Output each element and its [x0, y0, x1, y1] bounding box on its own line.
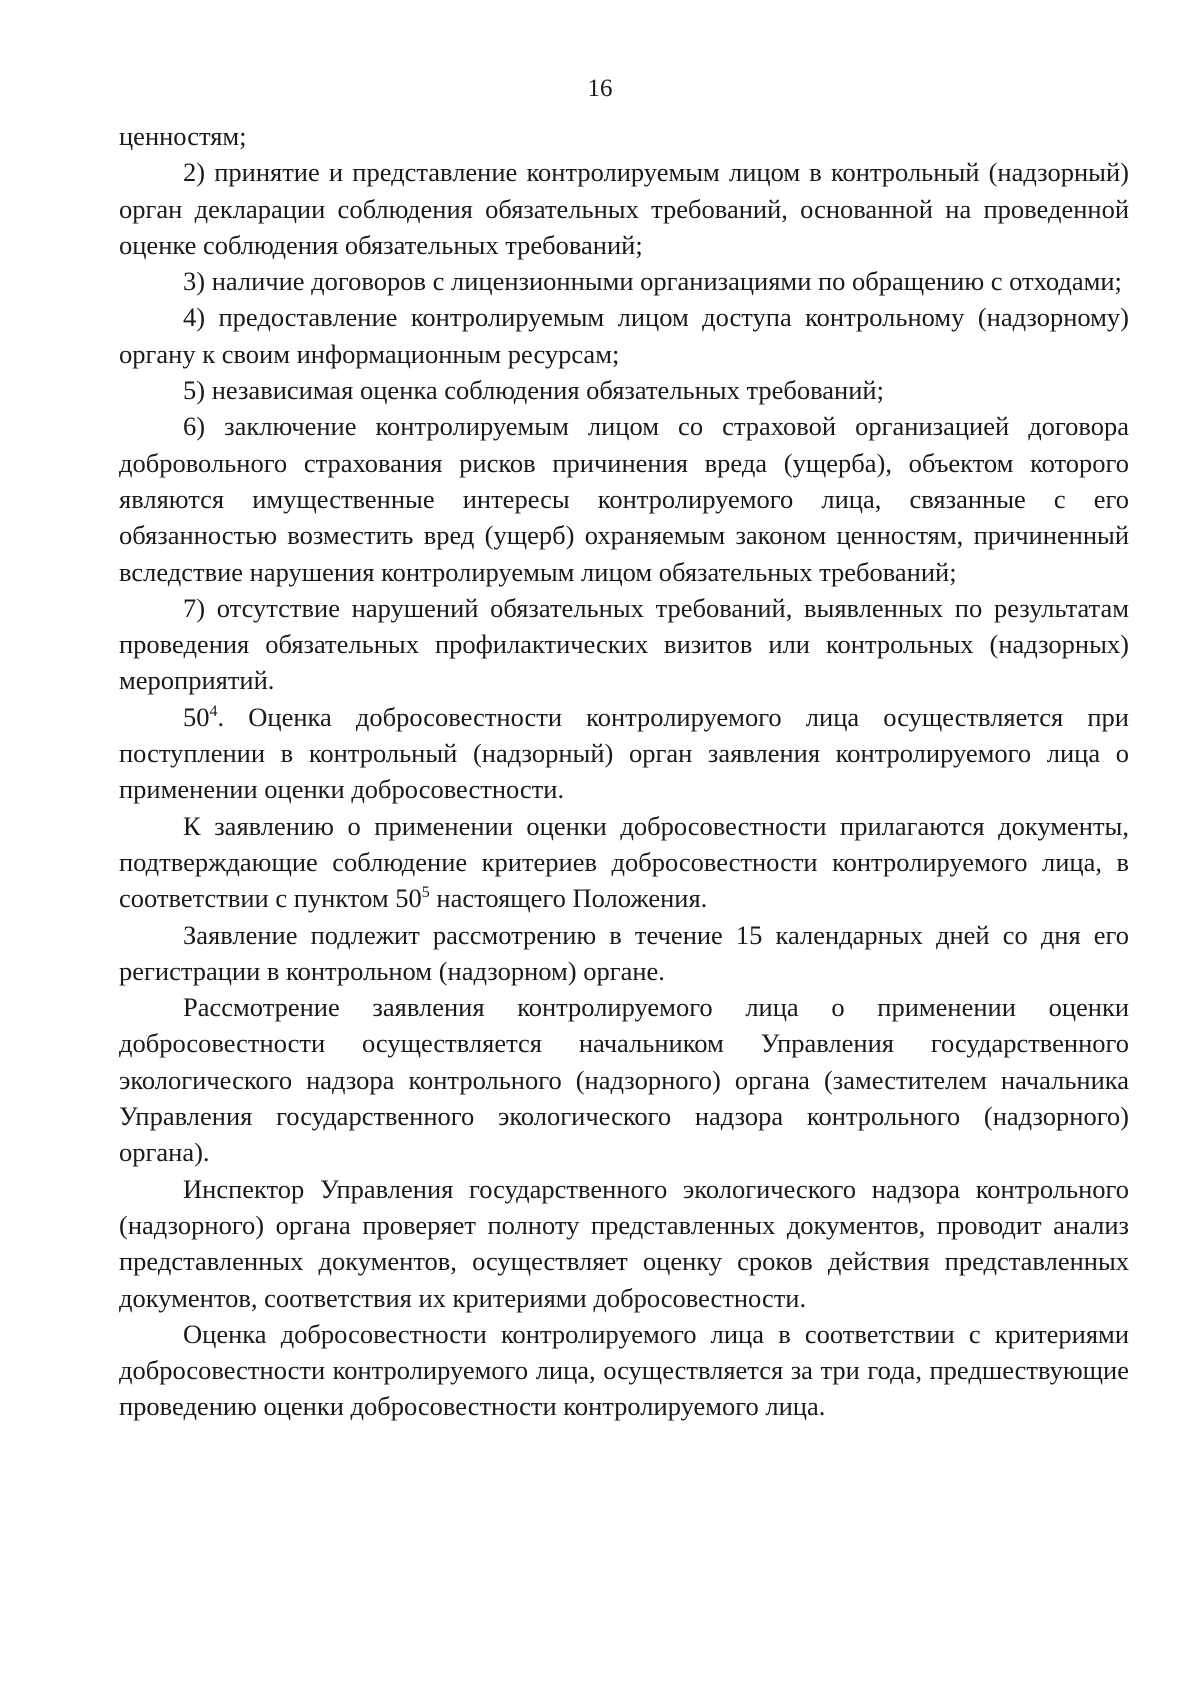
list-item-4: 4) предоставление контролируемым лицом доступа контрольному (надзорному) органу к своим информационным ресурсам; — [119, 302, 1129, 369]
paragraph-assessment-period: Оценка добросовестности контролируемого лица в соответствии с критериями добросовестности контролируемого лица, осуществляется за три года, предшествующие проведению оценки добросовестности контролируемого лица. — [119, 1318, 1129, 1422]
list-item-5: 5) независимая оценка соблюдения обязательных требований; — [183, 375, 884, 406]
paragraph-inspector: Инспектор Управления государственного экологического надзора контрольного (надзорного) органа проверяет полноту представленных документов, проводит анализ представленных документов, осуществляет оценку сроков действия представленных документов, соответствия их критериями добросовестности. — [119, 1173, 1129, 1313]
paragraph-review-period: Заявление подлежит рассмотрению в течение 15 календарных дней со дня его регистрации в контрольном (надзорном) органе. — [119, 919, 1129, 986]
document-body — [119, 118, 1129, 1425]
paragraph-text: К заявлению о применении оценки добросовестности прилагаются документы, подтверждающие соблюдение критериев добросовестности контролируемого лица, в соответствии с пунктом 50 — [119, 810, 1129, 914]
paragraph-continuation: ценностям; — [119, 121, 247, 151]
paragraph-text-end: настоящего Положения. — [429, 883, 708, 914]
list-item-7: 7) отсутствие нарушений обязательных требований, выявленных по результатам проведения обязательных профилактических визитов или контрольных (надзорных) мероприятий. — [119, 592, 1129, 696]
page-number: 16 — [587, 75, 613, 102]
list-item-6: 6) заключение контролируемым лицом со страховой организацией договора добровольного страхования рисков причинения вреда (ущерба), объектом которого являются имущественные интересы контролируемого лица, связанные с его обязанностью возместить вред (ущерб) охраняемым законом ценностям, причиненный вследствие нарушения контролируемым лицом обязательных требований; — [119, 411, 1129, 587]
clause-50-4 — [119, 699, 1129, 808]
paragraph-review-responsible: Рассмотрение заявления контролируемого лица о применении оценки добросовестности осуществляется начальником Управления государственного экологического надзора контрольного (надзорного) органа (заместителем начальника Управления государственного экологического надзора контрольного (надзорного) органа). — [119, 992, 1129, 1168]
clause-text: . Оценка добросовестности контролируемого лица осуществляется при поступлении в контрольный (надзорный) орган заявления контролируемого лица о применении оценки добросовестности. — [119, 701, 1129, 805]
list-item-3: 3) наличие договоров с лицензионными организациями по обращению с отходами; — [183, 266, 1122, 297]
clause-reference-superscript: 5 — [421, 884, 430, 902]
paragraph-attachments — [119, 808, 1129, 917]
clause-superscript: 4 — [209, 702, 218, 720]
clause-number: 50 — [183, 701, 210, 732]
list-item-2: 2) принятие и представление контролируемым лицом в контрольный (надзорный) орган декларации соблюдения обязательных требований, основанной на проведенной оценке соблюдения обязательных требований; — [119, 157, 1129, 260]
